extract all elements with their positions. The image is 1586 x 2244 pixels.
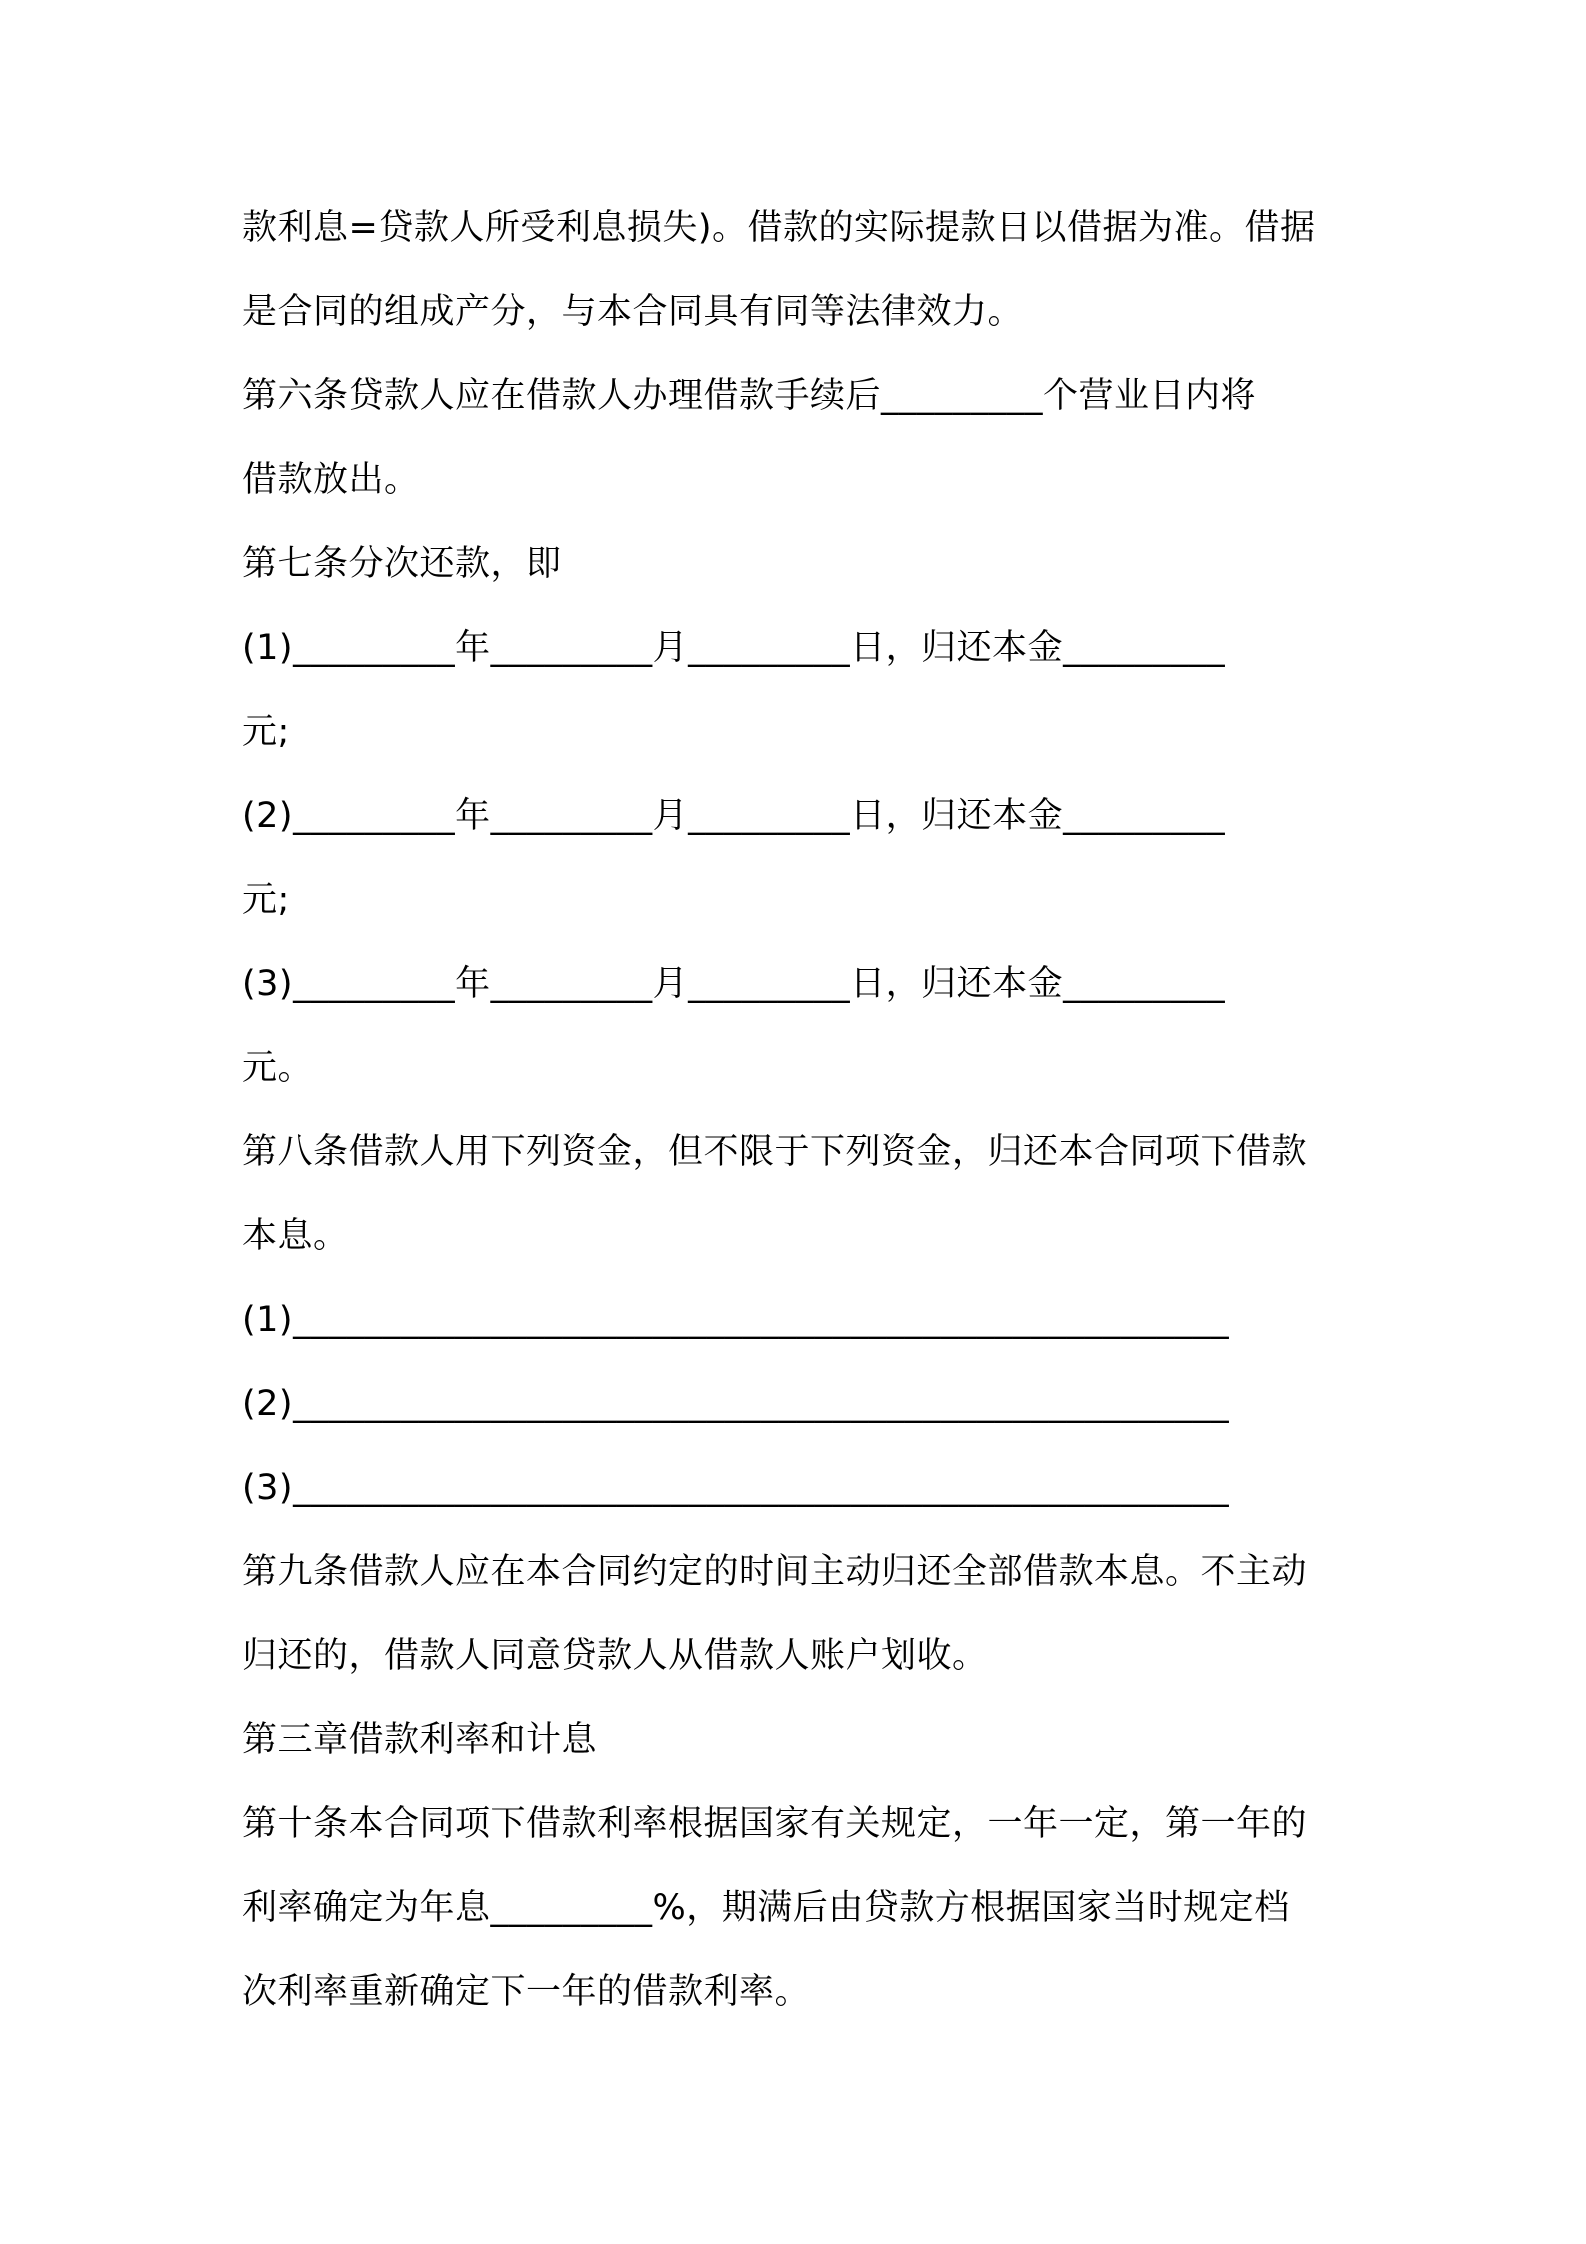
text-line: 第六条贷款人应在借款人办理借款手续后_________个营业日内将 bbox=[242, 376, 1257, 416]
text-line: 归还的，借款人同意贷款人从借款人账户划收。 bbox=[242, 1636, 988, 1676]
text-line: 元; bbox=[242, 712, 290, 752]
text-line: 元。 bbox=[242, 1048, 314, 1088]
text-line: 第三章借款利率和计息 bbox=[242, 1720, 598, 1760]
text-line: (3)____________________________________________________ bbox=[242, 1468, 1230, 1508]
text-line: (1)_________年_________月_________日，归还本金_________ bbox=[242, 628, 1226, 668]
text-line: 第九条借款人应在本合同约定的时间主动归还全部借款本息。不主动 bbox=[242, 1552, 1308, 1592]
text-line: 元; bbox=[242, 880, 290, 920]
text-line: (2)_________年_________月_________日，归还本金_________ bbox=[242, 796, 1226, 836]
text-line: (3)_________年_________月_________日，归还本金_________ bbox=[242, 964, 1226, 1004]
text-line: (2)____________________________________________________ bbox=[242, 1384, 1230, 1424]
text-line: 借款放出。 bbox=[242, 460, 420, 500]
text-line: 是合同的组成产分，与本合同具有同等法律效力。 bbox=[242, 292, 1024, 332]
text-line: 第十条本合同项下借款利率根据国家有关规定，一年一定，第一年的 bbox=[242, 1804, 1308, 1844]
text-line: 第八条借款人用下列资金，但不限于下列资金，归还本合同项下借款 bbox=[242, 1132, 1308, 1172]
text-line: 款利息=贷款人所受利息损失)。借款的实际提款日以借据为准。借据 bbox=[242, 208, 1316, 248]
text-line: 第七条分次还款，即 bbox=[242, 544, 562, 584]
text-line: 次利率重新确定下一年的借款利率。 bbox=[242, 1972, 811, 2012]
text-line: 利率确定为年息_________%，期满后由贷款方根据国家当时规定档 bbox=[242, 1888, 1290, 1928]
text-line: 本息。 bbox=[242, 1216, 349, 1256]
text-line: (1)____________________________________________________ bbox=[242, 1300, 1230, 1340]
